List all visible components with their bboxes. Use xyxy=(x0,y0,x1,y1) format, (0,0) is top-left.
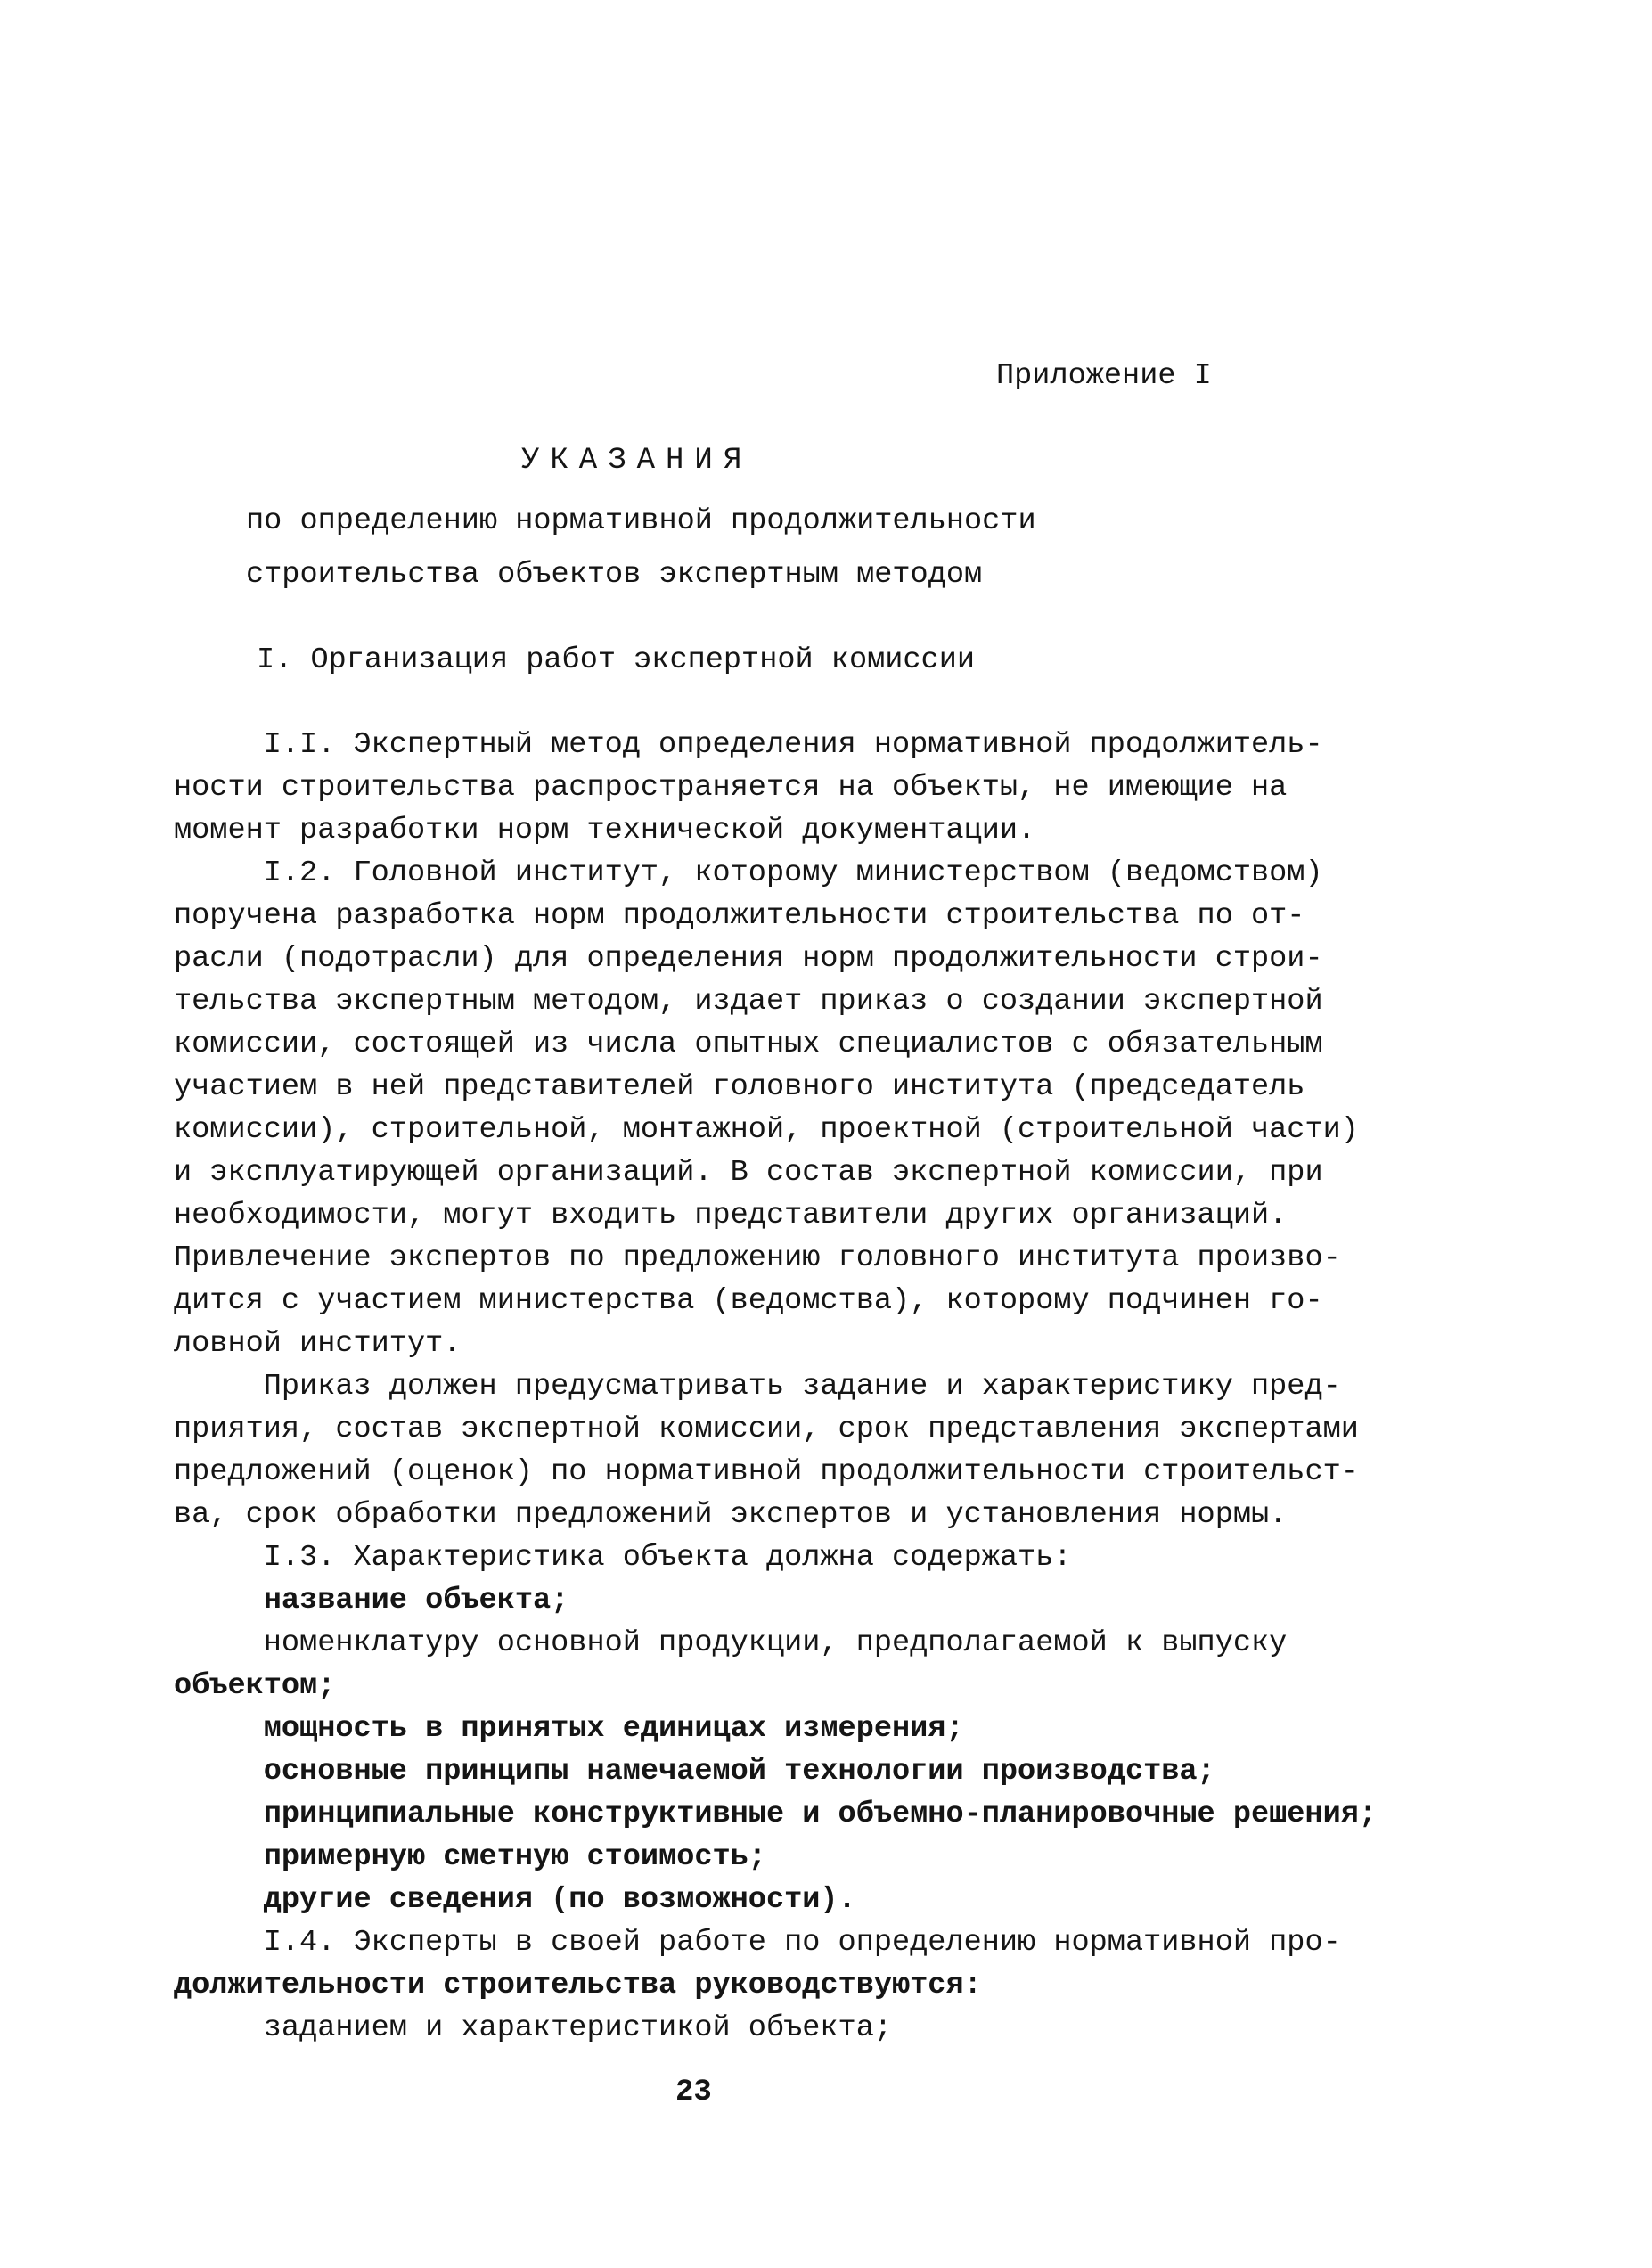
body-line: комиссии), строительной, монтажной, проектной (строительной части) xyxy=(174,1113,1359,1147)
body-line: Приказ должен предусматривать задание и характеристику пред- xyxy=(174,1370,1341,1404)
body-line: ва, срок обработки предложений экспертов и установления нормы. xyxy=(174,1498,1288,1532)
document-title: УКАЗАНИЯ xyxy=(521,444,753,478)
body-line: момент разработки норм технической документации. xyxy=(174,814,1036,847)
body-line: дится с участием министерства (ведомства), которому подчинен го- xyxy=(174,1284,1323,1318)
body-line: основные принципы намечаемой технологии производства; xyxy=(174,1755,1215,1789)
body-line: объектом; xyxy=(174,1669,336,1703)
body-line: I.I. Экспертный метод определения нормативной продолжитель- xyxy=(174,728,1323,762)
section-heading: I. Организация работ экспертной комиссии xyxy=(257,643,976,677)
body-line: расли (подотрасли) для определения норм продолжительности строи- xyxy=(174,942,1323,976)
body-line: участием в ней представителей головного института (председатель xyxy=(174,1070,1305,1104)
body-line: принципиальные конструктивные и объемно-планировочные решения; xyxy=(174,1797,1378,1831)
body-line: I.3. Характеристика объекта должна содержать: xyxy=(174,1541,1072,1575)
subtitle-line-1: по определению нормативной продолжительности xyxy=(246,504,1036,538)
body-line: поручена разработка норм продолжительности строительства по от- xyxy=(174,899,1305,933)
body-line: необходимости, могут входить представители других организаций. xyxy=(174,1199,1288,1232)
subtitle-line-2: строительства объектов экспертным методом xyxy=(246,558,983,592)
body-line: комиссии, состоящей из числа опытных специалистов с обязательным xyxy=(174,1028,1323,1061)
body-line: номенклатуру основной продукции, предполагаемой к выпуску xyxy=(174,1626,1288,1660)
body-line: другие сведения (по возможности). xyxy=(174,1883,856,1917)
body-line: название объекта; xyxy=(174,1584,569,1617)
body-line: Привлечение экспертов по предложению головного института произво- xyxy=(174,1241,1341,1275)
body-line: приятия, состав экспертной комиссии, срок представления экспертами xyxy=(174,1412,1359,1446)
body-line: и эксплуатирующей организаций. В состав экспертной комиссии, при xyxy=(174,1156,1323,1190)
body-line: тельства экспертным методом, издает приказ о создании экспертной xyxy=(174,985,1323,1019)
body-line: ловной институт. xyxy=(174,1327,462,1361)
body-line: ности строительства распространяется на объекты, не имеющие на xyxy=(174,771,1288,805)
body-line: заданием и характеристикой объекта; xyxy=(174,2011,893,2045)
body-line: должительности строительства руководствуются: xyxy=(174,1969,982,2002)
page-number: 23 xyxy=(675,2076,712,2109)
body-line: предложений (оценок) по нормативной продолжительности строительст- xyxy=(174,1455,1359,1489)
body-line: I.4. Эксперты в своей работе по определению нормативной про- xyxy=(174,1926,1341,1960)
appendix-label: Приложение I xyxy=(996,359,1212,393)
body-line: примерную сметную стоимость; xyxy=(174,1840,766,1874)
body-line: I.2. Головной институт, которому министерством (ведомством) xyxy=(174,856,1323,890)
body-line: мощность в принятых единицах измерения; xyxy=(174,1712,964,1746)
